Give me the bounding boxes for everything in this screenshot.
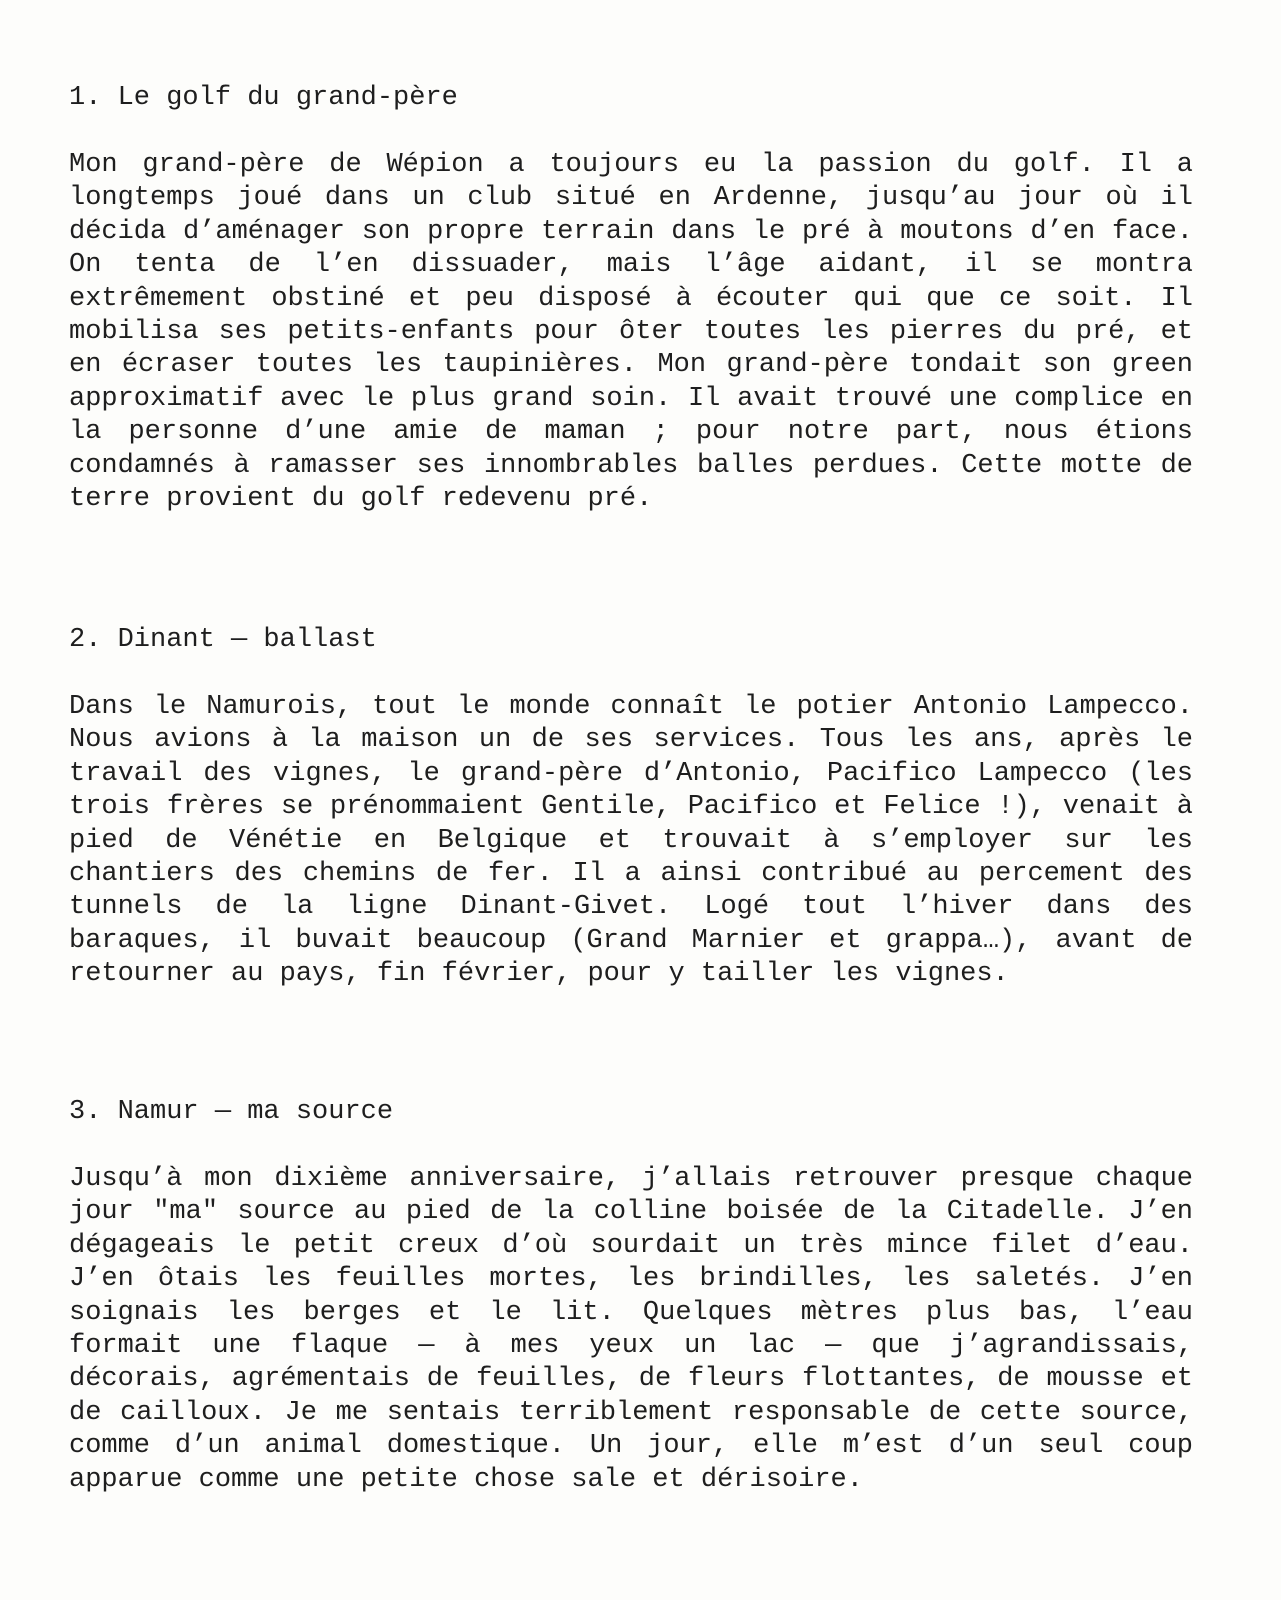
section-namur (69, 1096, 1193, 1497)
section-golf (69, 82, 1193, 516)
section-body: Mon grand-père de Wépion a toujours eu la passion du golf. Il a longtemps joué dans un club situé en Ardenne, jusqu’au jour où il décida d’aménager son propre terrain dans le pré à moutons d’en face. On tenta de l’en dissuader, mais l’âge aidant, il se montra extrêmement obstiné et peu disposé à écouter qui que ce soit. Il mobilisa ses petits-enfants pour ôter toutes les pierres du pré, et en écraser toutes les taupinières. Mon grand-père tondait son green approximatif avec le plus grand soin. Il avait trouvé une complice en la personne d’une amie de maman ; pour notre part, nous étions condamnés à ramasser ses innombrables balles perdues. Cette motte de terre provient du golf redevenu pré. (69, 150, 1193, 515)
section-heading: 2. Dinant — ballast (69, 625, 377, 655)
section-heading: 3. Namur — ma source (69, 1097, 394, 1127)
section-dinant (69, 624, 1193, 992)
section-body: Jusqu’à mon dixième anniversaire, j’allais retrouver presque chaque jour "ma" source au pied de la colline boisée de la Citadelle. J’en dégageais le petit creux d’où sourdait un très mince filet d’eau. J’en ôtais les feuilles mortes, les brindilles, les saletés. J’en soignais les berges et le lit. Quelques mètres plus bas, l’eau formait une flaque — à mes yeux un lac — que j’agrandissais, décorais, agrémentais de feuilles, de fleurs flottantes, de mousse et de cailloux. Je me sentais terriblement responsable de cette source, comme d’un animal domestique. Un jour, elle m’est d’un seul coup apparue comme une petite chose sale et dérisoire. (69, 1164, 1193, 1495)
section-heading: 1. Le golf du grand-père (69, 83, 458, 113)
section-body: Dans le Namurois, tout le monde connaît le potier Antonio Lampecco. Nous avions à la maison un de ses services. Tous les ans, après le travail des vignes, le grand-père d’Antonio, Pacifico Lampecco (les trois frères se prénommaient Gentile, Pacifico et Felice !), venait à pied de Vénétie en Belgique et trouvait à s’employer sur les chantiers des chemins de fer. Il a ainsi contribué au percement des tunnels de la ligne Dinant-Givet. Logé tout l’hiver dans des baraques, il buvait beaucoup (Grand Marnier et grappa…), avant de retourner au pays, fin février, pour y tailler les vignes. (69, 692, 1193, 990)
